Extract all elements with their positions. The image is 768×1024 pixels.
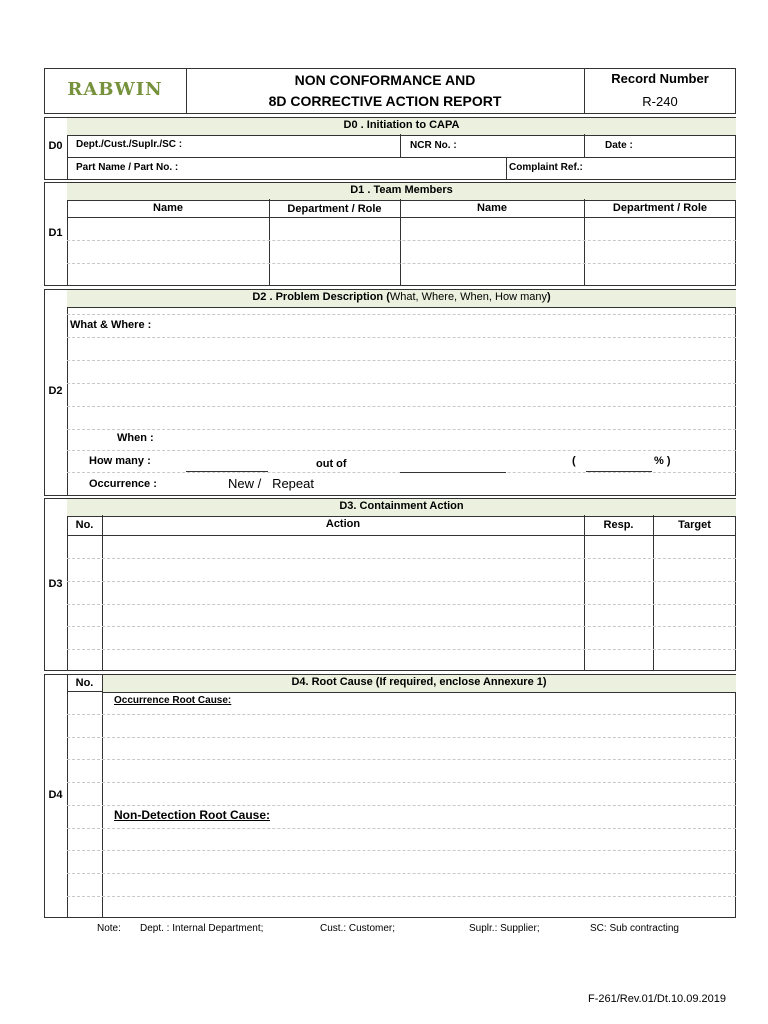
d1-col-dept-1: Department / Role: [287, 203, 382, 215]
d2-row-line-1: [67, 314, 736, 315]
occurrence-root-cause-label: Occurrence Root Cause:: [114, 695, 232, 706]
non-detection-root-cause-label: Non-Detection Root Cause:: [114, 808, 270, 822]
out-of-label: out of: [316, 458, 347, 470]
d1-col-name-1: Name: [153, 202, 183, 214]
out-of-blank: [400, 472, 506, 473]
company-logo: RABWIN: [67, 79, 163, 100]
d4-title: D4. Root Cause (If required, enclose Annexure 1): [291, 676, 547, 688]
d0-title: D0 . Initiation to CAPA: [343, 119, 460, 131]
d1-row-line-1: [67, 240, 736, 241]
d2-row-line-3: [67, 360, 736, 361]
d4-label-divider: [67, 674, 68, 918]
d0-divider-date: [584, 134, 585, 157]
d3-row-line-1: [67, 558, 736, 559]
d0-row-divider: [67, 157, 736, 158]
d3-col-target: Target: [678, 519, 711, 531]
d3-row-line-2: [67, 581, 736, 582]
ncr-number-field-label: NCR No. :: [410, 140, 457, 151]
note-sc: SC: Sub contracting: [590, 923, 679, 934]
d4-row-line-1: [67, 714, 736, 715]
note-dept: Dept. : Internal Department;: [140, 923, 264, 934]
d2-row-line-7: [67, 450, 736, 451]
what-where-label: What & Where :: [70, 319, 152, 331]
percent-open-paren: (: [572, 455, 576, 467]
d4-row-line-4: [67, 782, 736, 783]
how-many-label: How many :: [89, 455, 151, 467]
d3-col-resp: Resp.: [603, 519, 634, 531]
new-repeat-options: New / Repeat: [228, 476, 314, 491]
d3-title: D3. Containment Action: [339, 500, 464, 512]
note-label: Note:: [97, 923, 121, 934]
d2-row-line-5: [67, 406, 736, 407]
d1-col-dept-2: Department / Role: [612, 202, 708, 214]
d3-header-bottom: [67, 535, 736, 536]
d4-col-no: No.: [75, 677, 94, 689]
d2-row-line-4: [67, 383, 736, 384]
d3-col-no: No.: [75, 519, 94, 531]
d2-title-main: D2 . Problem Description (: [252, 291, 390, 303]
form-reference: F-261/Rev.01/Dt.10.09.2019: [588, 993, 726, 1005]
d3-label: D3: [48, 578, 63, 590]
d4-section: [44, 674, 736, 918]
d2-title-end: ): [546, 291, 551, 303]
date-field-label: Date :: [605, 140, 633, 151]
d2-title-sub: What, Where, When, How many: [389, 291, 547, 303]
d3-row-line-3: [67, 604, 736, 605]
d1-title: D1 . Team Members: [350, 184, 453, 196]
how-many-blank: [186, 471, 268, 472]
d0-divider-ncr: [400, 134, 401, 157]
d0-label: D0: [48, 140, 63, 152]
d1-row-line-2: [67, 263, 736, 264]
d3-row-line-4: [67, 626, 736, 627]
d3-row-line-5: [67, 649, 736, 650]
d2-row-line-2: [67, 337, 736, 338]
d2-row-line-6: [67, 429, 736, 430]
note-suplr: Suplr.: Supplier;: [469, 923, 540, 934]
d0-divider-complaint: [506, 157, 507, 180]
percent-blank: [586, 471, 652, 472]
note-cust: Cust.: Customer;: [320, 923, 396, 934]
d4-row-line-5: [67, 805, 736, 806]
d1-header-bottom: [67, 217, 736, 218]
percent-label: % ): [654, 455, 671, 467]
report-title-line2: 8D CORRECTIVE ACTION REPORT: [268, 93, 502, 109]
d1-label: D1: [48, 227, 63, 239]
d3-col-divider-resp: [584, 515, 585, 671]
d4-row-line-7: [67, 850, 736, 851]
occurrence-label: Occurrence :: [89, 478, 157, 490]
d4-row-line-3: [67, 759, 736, 760]
when-label: When :: [117, 432, 154, 444]
dept-cust-field-label: Dept./Cust./Suplr./SC :: [76, 139, 183, 150]
d3-col-action: Action: [325, 518, 361, 530]
record-number-value: R-240: [642, 94, 678, 109]
d2-title: [67, 289, 736, 305]
report-title-line1: NON CONFORMANCE AND: [294, 72, 476, 88]
d4-row-line-9: [67, 896, 736, 897]
d2-label: D2: [48, 385, 63, 397]
d4-header-bottom: [67, 691, 102, 692]
d3-col-divider-target: [653, 515, 654, 671]
d4-row-line-8: [67, 873, 736, 874]
d4-col-divider-no: [102, 674, 103, 918]
d3-col-divider-no: [102, 515, 103, 671]
d1-col-name-2: Name: [477, 202, 507, 214]
d4-row-line-2: [67, 737, 736, 738]
complaint-ref-field-label: Complaint Ref.:: [509, 162, 583, 173]
record-number-label: Record Number: [611, 71, 709, 86]
part-name-field-label: Part Name / Part No. :: [76, 162, 179, 173]
d4-label: D4: [48, 789, 63, 801]
d4-row-line-6: [67, 828, 736, 829]
d2-label-divider: [67, 289, 68, 496]
